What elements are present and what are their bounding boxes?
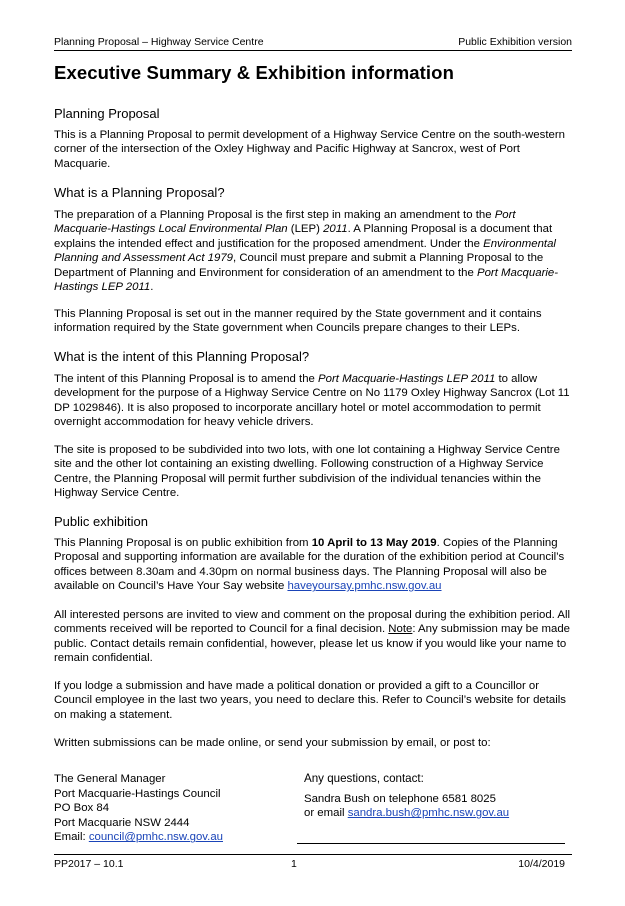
text-italic: Port Macquarie-Hastings LEP 2011 xyxy=(54,266,559,294)
contact-block xyxy=(304,772,509,821)
paragraph-intent-2: The site is proposed to be subdivided into two lots, with one lot containing a Highway Service Centre site and the other lot containing an existing dwelling. Following construction of a Highway Service Centre, the Planning Proposal will permit further subdivision of the individual tenancies within the Highway Service Centre. xyxy=(54,444,560,500)
address-line: The General Manager xyxy=(54,773,166,785)
header-right: Public Exhibition version xyxy=(458,36,572,48)
page-header xyxy=(54,35,572,51)
text-run: , Council must prepare and submit a Planning Proposal to the Department of Planning and Environment for consideration of an amendment to the xyxy=(54,252,544,279)
text-run: : Any submission may be made public. Contact details remain confidential, however, please let us know if you would like your name to remain confidential. xyxy=(54,623,571,665)
heading-what-is: What is a Planning Proposal? xyxy=(54,185,225,200)
address-line: PO Box 84 xyxy=(54,802,110,815)
footer-right: 10/4/2019 xyxy=(518,858,565,870)
contact-phone: Sandra Bush on telephone 6581 8025 xyxy=(304,792,496,805)
text-run: . Copies of the Planning Proposal and supporting information are available for the duration of the exhibition period at Council’s offices between 8.30am and 4.30pm on normal business days. The Planning Proposal will also be available on Council’s Have Your Say website xyxy=(54,537,565,593)
note-label: Note xyxy=(388,623,413,636)
text-run: . A Planning Proposal is a document that explains the intended effect and justification for the proposed amendment. Under the xyxy=(54,223,553,250)
council-email-link[interactable]: council@pmhc.nsw.gov.au xyxy=(88,831,223,844)
contact-heading: Any questions, contact: xyxy=(304,772,424,785)
heading-intent: What is the intent of this Planning Proposal? xyxy=(54,349,310,364)
page-number: 1 xyxy=(291,858,297,870)
exhibition-dates: 10 April to 13 May 2019 xyxy=(311,537,437,549)
page-title: Executive Summary & Exhibition information xyxy=(54,62,454,83)
address-line: Port Macquarie-Hastings Council xyxy=(54,787,221,800)
text-run: This Planning Proposal is on public exhibition from xyxy=(54,537,312,549)
address-line: Port Macquarie NSW 2444 xyxy=(54,816,190,829)
paragraph-what-is-2: This Planning Proposal is set out in the manner required by the State government and it contains information required by the State government when Councils prepare changes to their LEPs. xyxy=(54,308,542,335)
contact-email-row xyxy=(304,806,509,821)
text-italic: Port Macquarie-Hastings LEP 2011 xyxy=(318,373,496,385)
paragraph-intro: This is a Planning Proposal to permit development of a Highway Service Centre on the south-western corner of the intersection of the Oxley Highway and Pacific Highway at Sancrox, west of Port Macquarie. xyxy=(54,129,565,170)
footer-divider xyxy=(54,854,572,855)
contact-email-prefix: or email xyxy=(304,807,348,820)
address-email-row xyxy=(54,830,223,845)
haveyoursay-link[interactable]: haveyoursay.pmhc.nsw.gov.au xyxy=(287,580,442,593)
text-run: (LEP) xyxy=(287,223,324,236)
heading-public-exhibition: Public exhibition xyxy=(54,514,148,529)
paragraph-exhibition-1 xyxy=(54,536,574,594)
email-label: Email: xyxy=(54,831,89,844)
paragraph-exhibition-2 xyxy=(54,608,574,666)
text-italic: Port Macquarie-Hastings Local Environmental Plan xyxy=(54,209,516,236)
text-run: All interested persons are invited to view and comment on the proposal during the exhibition period. All comments received will be reported to Council for a final decision. xyxy=(54,609,571,636)
header-left: Planning Proposal – Highway Service Centre xyxy=(54,36,264,48)
footer-left: PP2017 – 10.1 xyxy=(54,858,124,870)
text-italic: 2011 xyxy=(323,223,348,236)
text-run: The preparation of a Planning Proposal is the first step in making an amendment to the xyxy=(54,209,495,221)
paragraph-what-is-1 xyxy=(54,208,574,294)
text-run: to allow development for the purpose of a Highway Service Centre on No 1179 Oxley Highway Sancrox (Lot 11 DP 1029846). It is also proposed to incorporate ancillary hotel or motel accommodation to permit overnight accommodation for heavy vehicle drivers. xyxy=(54,373,570,429)
text-run: The intent of this Planning Proposal is to amend the xyxy=(54,373,319,385)
text-italic: Environmental Planning and Assessment Act 1979 xyxy=(54,237,556,265)
paragraph-exhibition-4: Written submissions can be made online, or send your submission by email, or post to: xyxy=(54,737,491,749)
heading-planning-proposal: Planning Proposal xyxy=(54,106,160,121)
postal-address xyxy=(54,772,223,845)
text-run: . xyxy=(150,281,154,294)
contact-divider xyxy=(297,843,565,844)
contact-email-link[interactable]: sandra.bush@pmhc.nsw.gov.au xyxy=(347,807,510,820)
paragraph-exhibition-3: If you lodge a submission and have made a political donation or provided a gift to a Councillor or Council employee in the last two years, you need to declare this. Refer to Council’s website for details on making a statement. xyxy=(54,680,567,721)
paragraph-intent-1 xyxy=(54,372,574,430)
